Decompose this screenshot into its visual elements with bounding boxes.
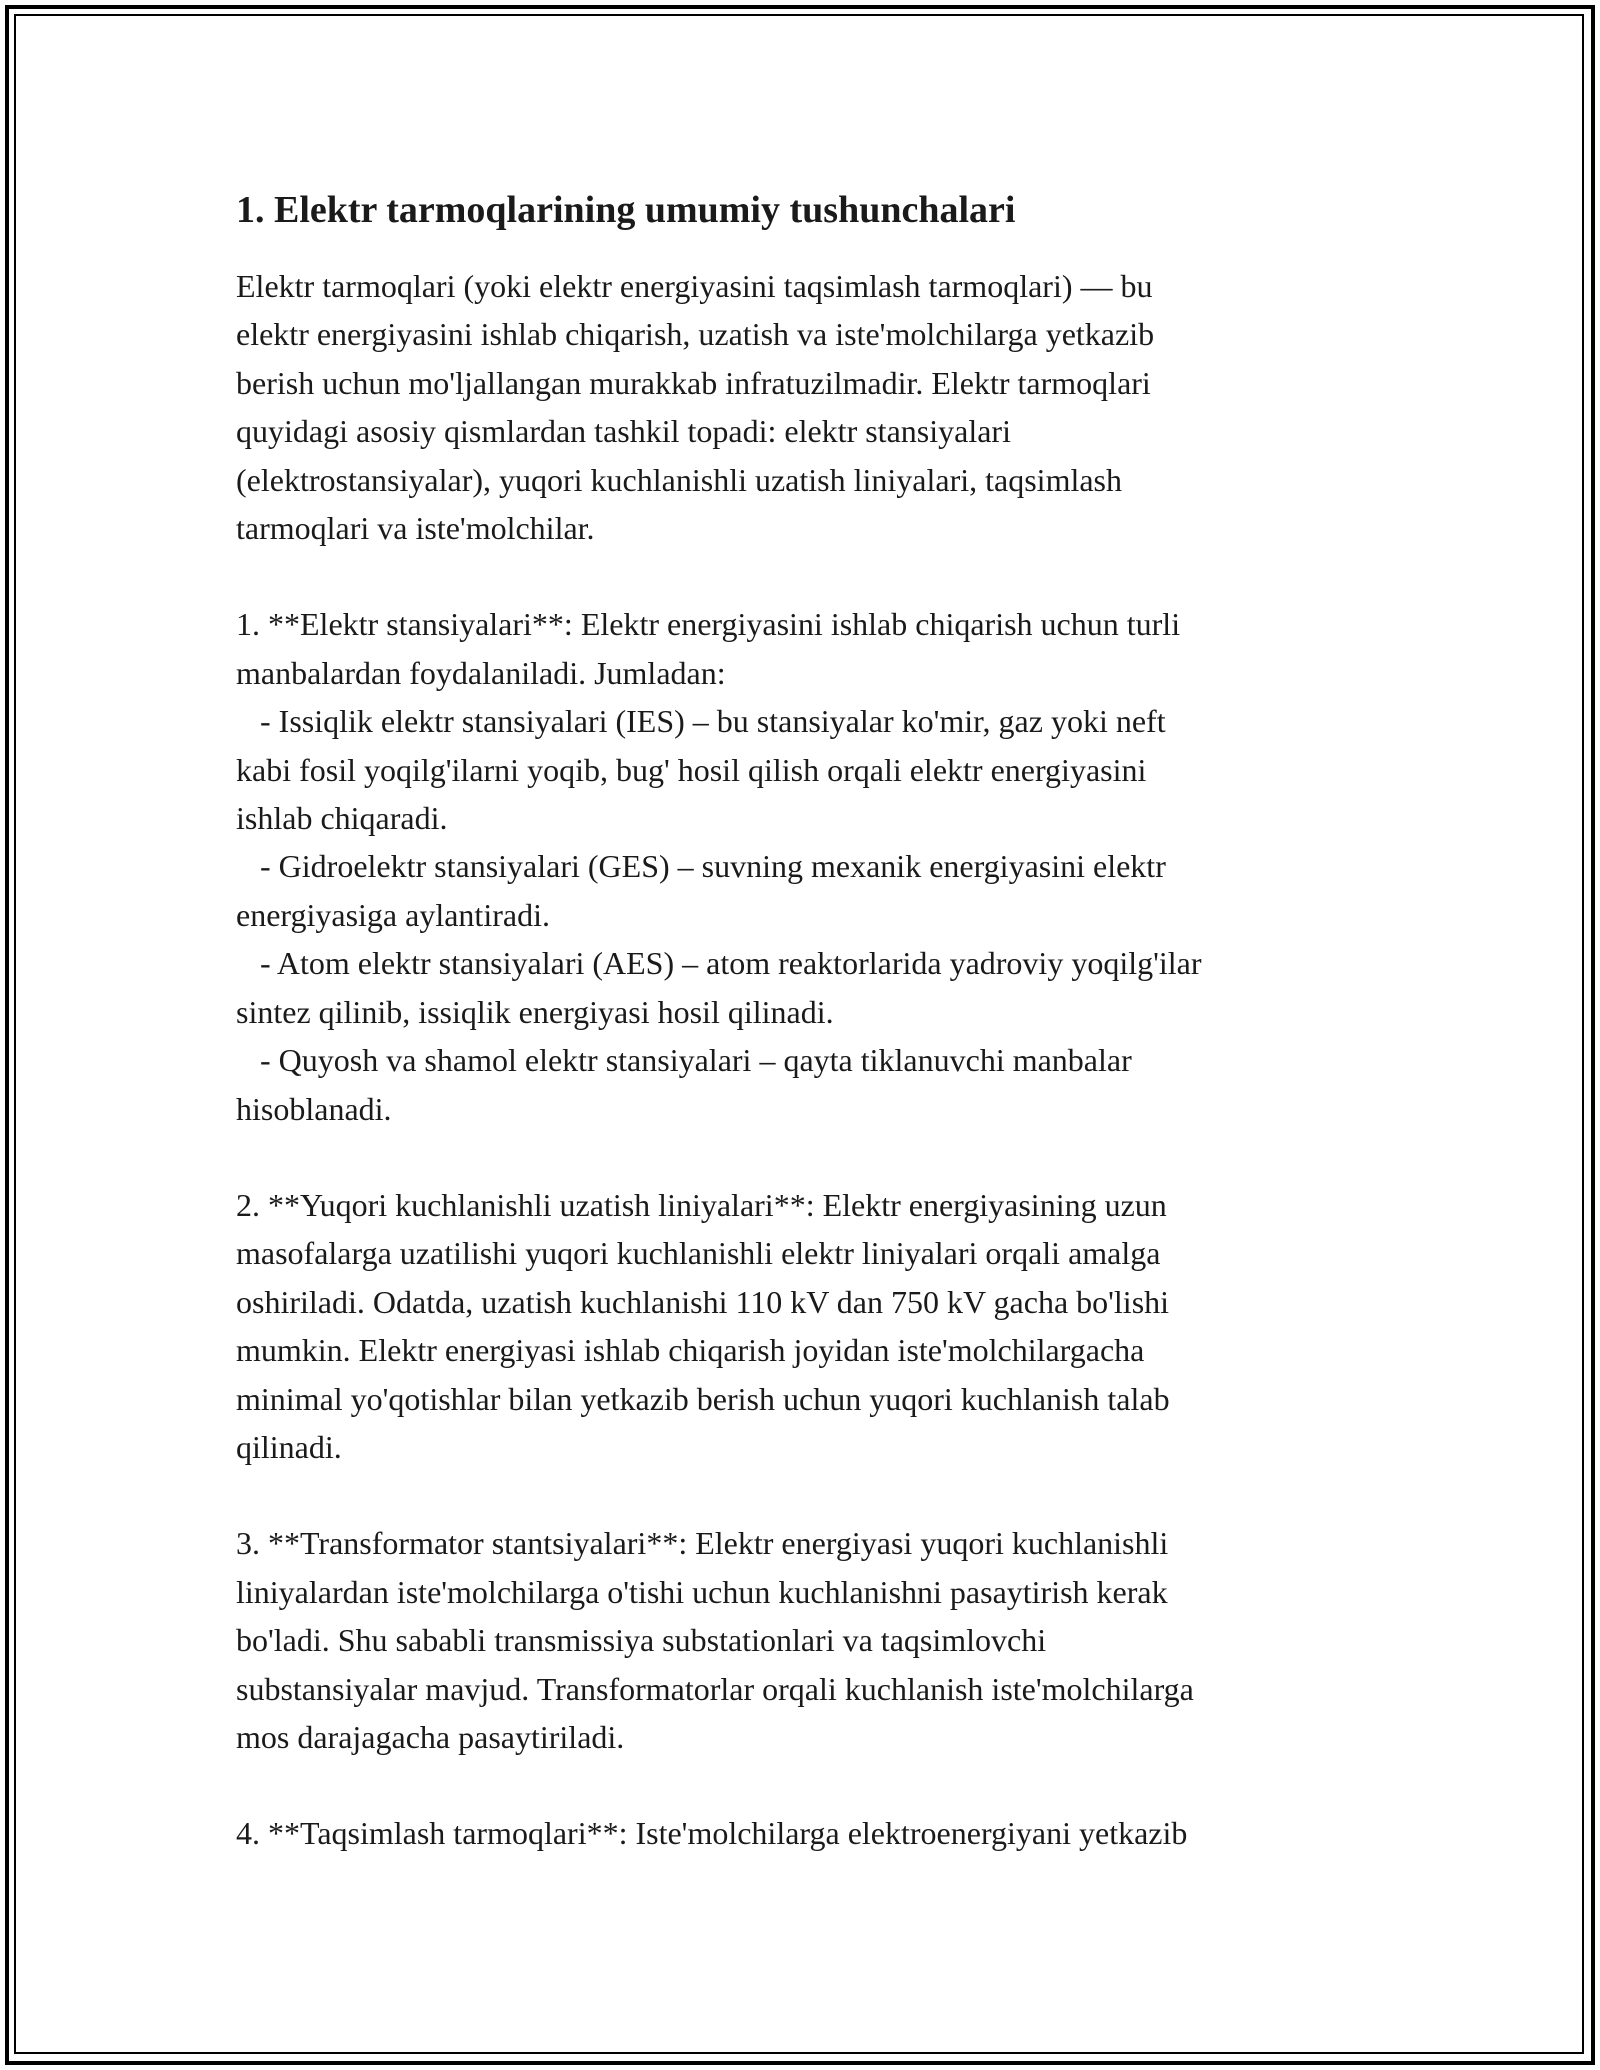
paragraph-2 bbox=[236, 600, 1366, 1132]
text-line: (elektrostansiyalar), yuqori kuchlanishli uzatish liniyalari, taqsimlash bbox=[236, 461, 1122, 498]
text-line: elektr energiyasini ishlab chiqarish, uzatish va iste'molchilarga yetkazib bbox=[236, 316, 1155, 353]
text-line: ishlab chiqaradi. bbox=[236, 800, 448, 837]
text-line: energiyasiga aylantiradi. bbox=[236, 896, 550, 933]
text-line: mumkin. Elektr energiyasi ishlab chiqarish joyidan iste'molchilargacha bbox=[236, 1332, 1145, 1369]
text-line: substansiyalar mavjud. Transformatorlar orqali kuchlanish iste'molchilarga bbox=[236, 1670, 1194, 1707]
text-line: - Atom elektr stansiyalari (AES) – atom reaktorlarida yadroviy yoqilg'ilar bbox=[236, 945, 1202, 982]
paragraph-5 bbox=[236, 1809, 1366, 1857]
text-line: minimal yo'qotishlar bilan yetkazib berish uchun yuqori kuchlanish talab bbox=[236, 1380, 1170, 1417]
text-line: berish uchun mo'ljallangan murakkab infratuzilmadir. Elektr tarmoqlari bbox=[236, 364, 1151, 401]
section-heading: 1. Elektr tarmoqlarining umumiy tushunchalari bbox=[236, 189, 1016, 231]
text-line: - Issiqlik elektr stansiyalari (IES) – bu stansiyalar ko'mir, gaz yoki neft bbox=[236, 703, 1166, 740]
text-line: - Gidroelektr stansiyalari (GES) – suvning mexanik energiyasini elektr bbox=[236, 848, 1166, 885]
text-line: kabi fosil yoqilg'ilarni yoqib, bug' hosil qilish orqali elektr energiyasini bbox=[236, 751, 1147, 788]
text-line: tarmoqlari va iste'molchilar. bbox=[236, 510, 595, 547]
text-line: masofalarga uzatilishi yuqori kuchlanishli elektr liniyalari orqali amalga bbox=[236, 1235, 1161, 1272]
text-line: bo'ladi. Shu sababli transmissiya substationlari va taqsimlovchi bbox=[236, 1622, 1047, 1659]
text-line: hisoblanadi. bbox=[236, 1090, 392, 1127]
paragraph-1 bbox=[236, 262, 1366, 552]
text-line: 1. **Elektr stansiyalari**: Elektr energiyasini ishlab chiqarish uchun turli bbox=[236, 606, 1181, 643]
text-line: manbalardan foydalaniladi. Jumladan: bbox=[236, 654, 726, 691]
paragraph-3 bbox=[236, 1181, 1366, 1471]
text-line: qilinadi. bbox=[236, 1428, 342, 1465]
document-page bbox=[236, 186, 1366, 1906]
text-line: 3. **Transformator stantsiyalari**: Elektr energiyasi yuqori kuchlanishli bbox=[236, 1525, 1169, 1562]
text-line: 2. **Yuqori kuchlanishli uzatish liniyalari**: Elektr energiyasining uzun bbox=[236, 1186, 1167, 1223]
text-line: sintez qilinib, issiqlik energiyasi hosil qilinadi. bbox=[236, 993, 834, 1030]
paragraph-4 bbox=[236, 1519, 1366, 1761]
text-line: Elektr tarmoqlari (yoki elektr energiyasini taqsimlash tarmoqlari) — bu bbox=[236, 268, 1153, 304]
text-line: liniyalardan iste'molchilarga o'tishi uchun kuchlanishni pasaytirish kerak bbox=[236, 1573, 1168, 1610]
text-line: - Quyosh va shamol elektr stansiyalari – qayta tiklanuvchi manbalar bbox=[236, 1042, 1132, 1079]
text-line: 4. **Taqsimlash tarmoqlari**: Iste'molchilarga elektroenergiyani yetkazib bbox=[236, 1815, 1188, 1852]
text-line: mos darajagacha pasaytiriladi. bbox=[236, 1718, 625, 1755]
document-body bbox=[236, 262, 1366, 1858]
text-line: oshiriladi. Odatda, uzatish kuchlanishi 110 kV dan 750 kV gacha bo'lishi bbox=[236, 1283, 1170, 1320]
text-line: quyidagi asosiy qismlardan tashkil topadi: elektr stansiyalari bbox=[236, 413, 1011, 450]
